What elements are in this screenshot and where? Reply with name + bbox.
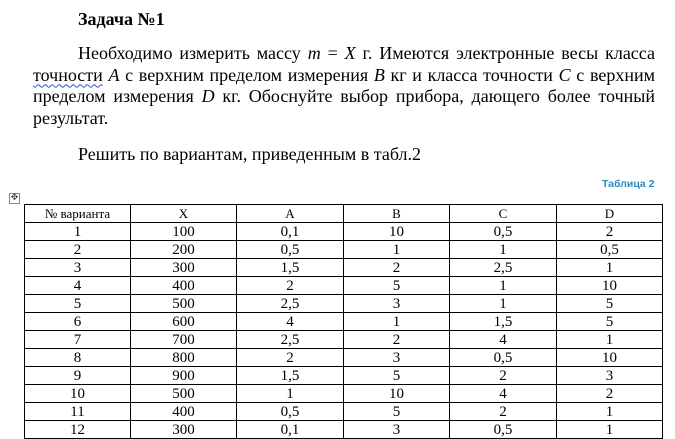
var-b: B xyxy=(373,64,385,85)
cell-c: 0,5 xyxy=(450,421,557,439)
cell-d: 5 xyxy=(557,313,663,331)
cell-a: 2 xyxy=(237,277,344,295)
text-fragment: кг. Обоснуйте выбор прибора, дающего более точный результат. xyxy=(33,86,655,128)
cell-a: 0,5 xyxy=(237,241,344,259)
cell-a: 0,1 xyxy=(237,421,344,439)
header-variant: № варианта xyxy=(25,205,131,223)
cell-a: 4 xyxy=(237,313,344,331)
cell-variant: 10 xyxy=(25,385,131,403)
header-a: A xyxy=(237,205,344,223)
cell-c: 2,5 xyxy=(450,259,557,277)
cell-b: 5 xyxy=(344,367,450,385)
cell-a: 1,5 xyxy=(237,367,344,385)
cell-d: 2 xyxy=(557,223,663,241)
variants-table xyxy=(24,204,663,439)
cell-variant: 12 xyxy=(25,421,131,439)
header-c: C xyxy=(450,205,557,223)
cell-d: 10 xyxy=(557,349,663,367)
table-row xyxy=(25,277,663,295)
cell-variant: 6 xyxy=(25,313,131,331)
table-row xyxy=(25,331,663,349)
cell-d: 1 xyxy=(557,259,663,277)
cell-b: 3 xyxy=(344,295,450,313)
text-fragment: г. Имеются электронные весы класса xyxy=(355,43,655,63)
header-b: B xyxy=(344,205,450,223)
task-paragraph xyxy=(33,43,655,129)
cell-x: 400 xyxy=(131,277,237,295)
cell-c: 1 xyxy=(450,277,557,295)
cell-b: 5 xyxy=(344,277,450,295)
cell-variant: 9 xyxy=(25,367,131,385)
cell-a: 2,5 xyxy=(237,331,344,349)
cell-x: 600 xyxy=(131,313,237,331)
cell-d: 1 xyxy=(557,421,663,439)
cell-d: 1 xyxy=(557,403,663,421)
table-row xyxy=(25,403,663,421)
table-body xyxy=(25,223,663,439)
cell-x: 100 xyxy=(131,223,237,241)
table-row xyxy=(25,241,663,259)
cell-a: 2,5 xyxy=(237,295,344,313)
cell-d: 10 xyxy=(557,277,663,295)
cell-x: 500 xyxy=(131,295,237,313)
table-row xyxy=(25,295,663,313)
cell-b: 2 xyxy=(344,331,450,349)
cell-c: 1 xyxy=(450,295,557,313)
cell-x: 300 xyxy=(131,421,237,439)
cell-b: 10 xyxy=(344,223,450,241)
cell-x: 500 xyxy=(131,385,237,403)
cell-variant: 4 xyxy=(25,277,131,295)
text-fragment: = xyxy=(320,43,345,63)
cell-c: 4 xyxy=(450,331,557,349)
cell-b: 2 xyxy=(344,259,450,277)
cell-d: 3 xyxy=(557,367,663,385)
text-fragment: кг и класса точности xyxy=(384,64,559,85)
cell-c: 0,5 xyxy=(450,349,557,367)
cell-x: 200 xyxy=(131,241,237,259)
table-row xyxy=(25,385,663,403)
cell-c: 1 xyxy=(450,241,557,259)
cell-variant: 3 xyxy=(25,259,131,277)
cell-b: 3 xyxy=(344,349,450,367)
table-header-row xyxy=(25,205,663,223)
cell-d: 5 xyxy=(557,295,663,313)
cell-b: 3 xyxy=(344,421,450,439)
var-x: X xyxy=(344,43,356,63)
cell-c: 2 xyxy=(450,367,557,385)
cell-x: 700 xyxy=(131,331,237,349)
cell-a: 0,1 xyxy=(237,223,344,241)
cell-d: 0,5 xyxy=(557,241,663,259)
spellcheck-word[interactable]: точности xyxy=(33,64,103,85)
cell-b: 5 xyxy=(344,403,450,421)
cell-a: 1,5 xyxy=(237,259,344,277)
cell-c: 4 xyxy=(450,385,557,403)
cell-d: 2 xyxy=(557,385,663,403)
header-x: X xyxy=(131,205,237,223)
cell-x: 300 xyxy=(131,259,237,277)
cell-b: 10 xyxy=(344,385,450,403)
header-d: D xyxy=(557,205,663,223)
cell-b: 1 xyxy=(344,313,450,331)
cell-variant: 2 xyxy=(25,241,131,259)
cell-variant: 7 xyxy=(25,331,131,349)
cell-variant: 8 xyxy=(25,349,131,367)
var-c: C xyxy=(558,64,571,85)
solve-instruction: Решить по вариантам, приведенным в табл.2 xyxy=(78,144,422,164)
text-fragment: Необходимо измерить массу xyxy=(78,43,308,63)
task-title: Задача №1 xyxy=(78,9,165,29)
var-m: m xyxy=(307,43,321,63)
table-caption: Таблица 2 xyxy=(602,178,655,190)
cell-c: 2 xyxy=(450,403,557,421)
cell-c: 0,5 xyxy=(450,223,557,241)
cell-variant: 11 xyxy=(25,403,131,421)
table-row xyxy=(25,259,663,277)
table-row xyxy=(25,349,663,367)
cell-variant: 1 xyxy=(25,223,131,241)
cell-a: 0,5 xyxy=(237,403,344,421)
cell-x: 900 xyxy=(131,367,237,385)
cell-c: 1,5 xyxy=(450,313,557,331)
table-row xyxy=(25,367,663,385)
table-row xyxy=(25,223,663,241)
cell-x: 400 xyxy=(131,403,237,421)
table-row xyxy=(25,313,663,331)
cell-a: 1 xyxy=(237,385,344,403)
move-handle-icon[interactable]: ✥ xyxy=(10,193,19,203)
var-a: A xyxy=(108,64,120,85)
cell-variant: 5 xyxy=(25,295,131,313)
cell-x: 800 xyxy=(131,349,237,367)
cell-a: 2 xyxy=(237,349,344,367)
cell-d: 1 xyxy=(557,331,663,349)
cell-b: 1 xyxy=(344,241,450,259)
text-fragment: с верхним пределом измерения xyxy=(119,64,374,85)
text-fragment: с верхним пределом измерения xyxy=(33,64,656,106)
var-d: D xyxy=(201,86,215,106)
